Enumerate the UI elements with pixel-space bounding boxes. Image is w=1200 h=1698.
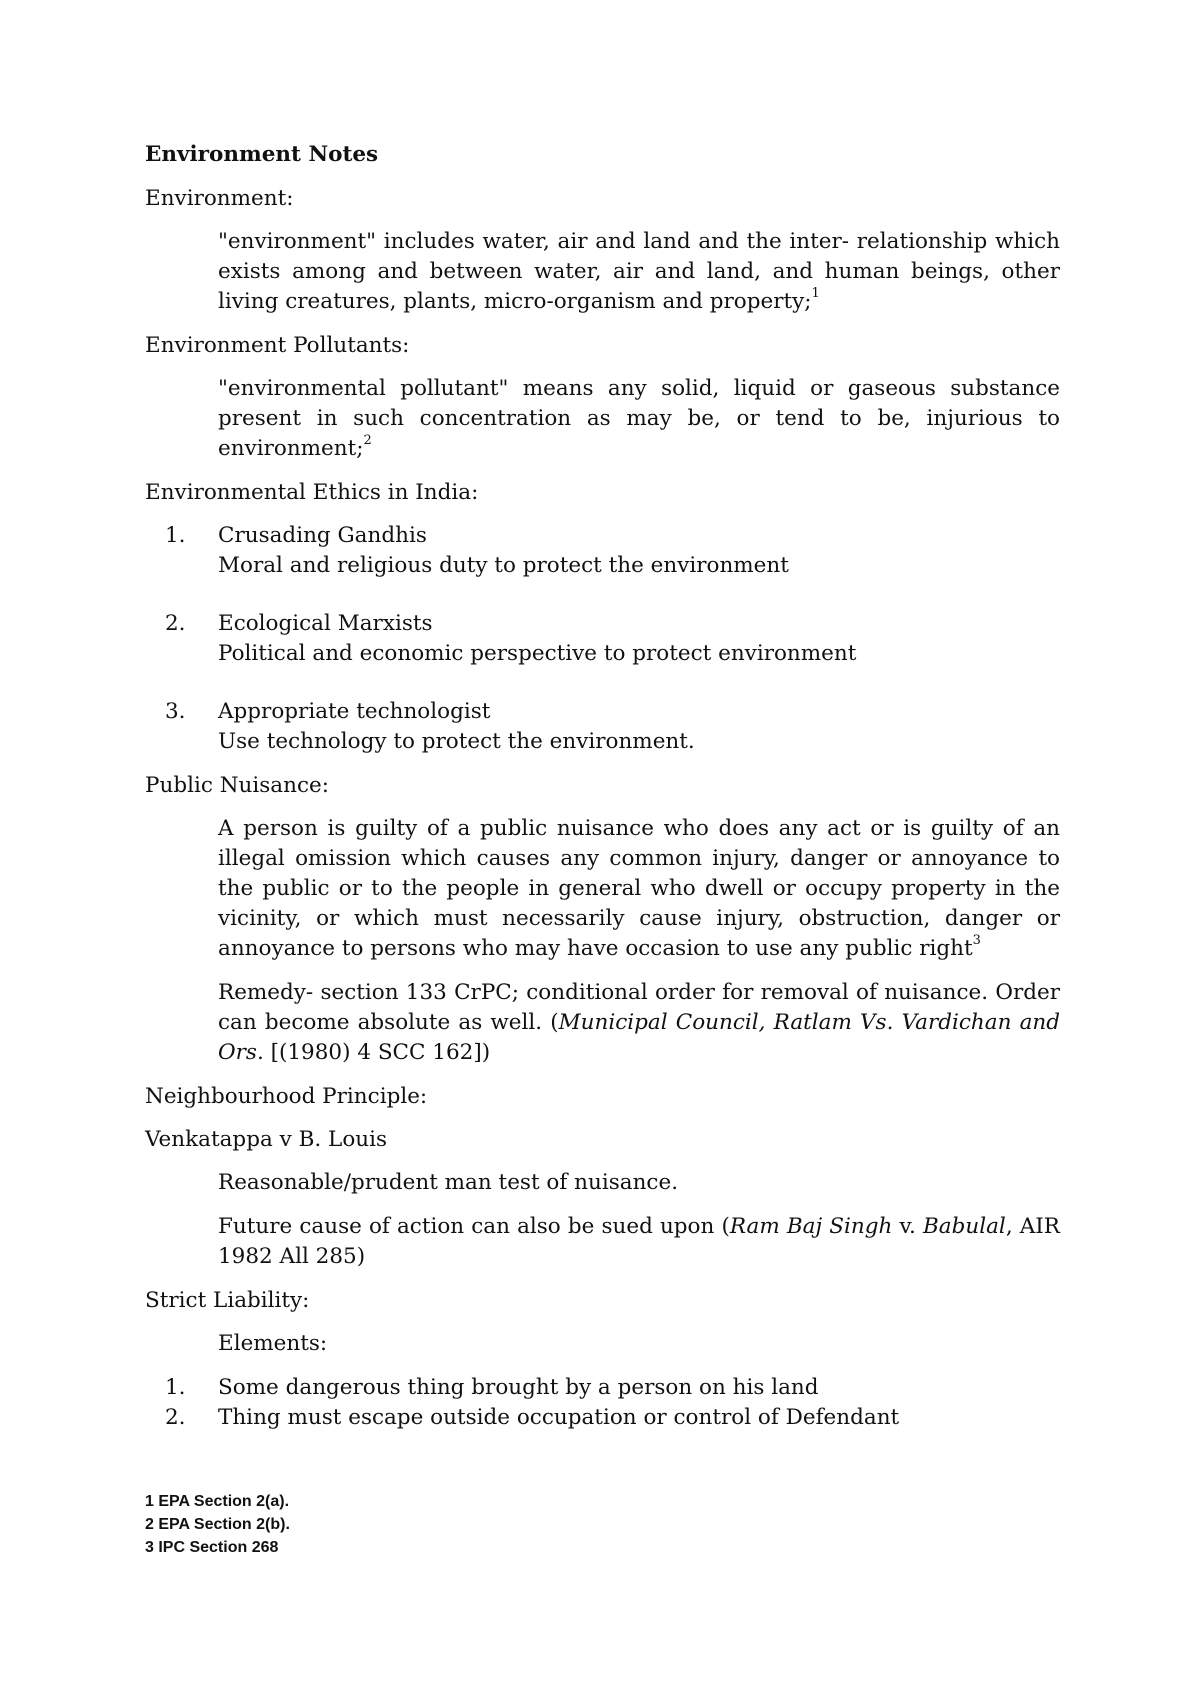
remedy-text: Remedy- section 133 CrPC; conditional order for removal of nuisance. Order can become absolute as well. ( xyxy=(218,980,1060,1035)
neighbourhood-point-2 xyxy=(218,1212,1060,1272)
case-name-b: Babulal xyxy=(923,1214,1006,1239)
section-heading-strict: Strict Liability: xyxy=(145,1288,310,1313)
section-heading-environment: Environment: xyxy=(145,186,294,211)
list-item xyxy=(165,1403,1060,1433)
list-item-text: Thing must escape outside occupation or control of Defendant xyxy=(218,1405,900,1430)
list-item-title: Appropriate technologist xyxy=(218,699,491,724)
footnote-3: 3 IPC Section 268 xyxy=(145,1539,279,1556)
list-number: 2. xyxy=(165,1405,186,1430)
section-heading-neighbourhood: Neighbourhood Principle: xyxy=(145,1084,428,1109)
list-number: 3. xyxy=(165,699,186,724)
nuisance-definition-text: A person is guilty of a public nuisance who does any act or is guilty of an illegal omission which causes any common injury, danger or annoyance to the public or to the people in general who dwell or occupy property in the vicinity, or which must necessarily cause injury, obstruction, danger or annoyance to persons who may have occasion to use any public right xyxy=(218,816,1060,961)
footnote-ref-2: 2 xyxy=(363,432,372,448)
remedy-case-name: Municipal Council, Ratlam Vs. Vardichan and Ors xyxy=(218,1010,1061,1065)
point-text: Future cause of action can also be sued upon ( xyxy=(218,1214,730,1239)
nuisance-definition xyxy=(218,814,1060,964)
list-item xyxy=(165,609,1060,669)
environment-definition xyxy=(218,227,1060,317)
list-item-desc: Use technology to protect the environment. xyxy=(218,729,695,754)
list-item xyxy=(165,697,1060,757)
nuisance-remedy xyxy=(218,978,1060,1068)
list-item-title: Ecological Marxists xyxy=(218,611,433,636)
list-number: 1. xyxy=(165,523,186,548)
list-item-title: Crusading Gandhis xyxy=(218,523,427,548)
pollutant-definition xyxy=(218,374,1060,464)
list-item-desc: Political and economic perspective to protect environment xyxy=(218,641,857,666)
versus-text: v. xyxy=(892,1214,923,1239)
list-number: 1. xyxy=(165,1375,186,1400)
list-number: 2. xyxy=(165,611,186,636)
section-heading-ethics: Environmental Ethics in India: xyxy=(145,480,479,505)
case-citation: , AIR 1982 All 285) xyxy=(218,1214,1060,1269)
remedy-citation: . [(1980) 4 SCC 162]) xyxy=(256,1040,491,1065)
list-item-text: Some dangerous thing brought by a person on his land xyxy=(218,1375,819,1400)
footnote-ref-1: 1 xyxy=(811,285,820,301)
section-heading-nuisance: Public Nuisance: xyxy=(145,773,329,798)
elements-label: Elements: xyxy=(218,1331,328,1356)
pollutant-definition-text: "environmental pollutant" means any solid, liquid or gaseous substance present in such concentration as may be, or tend to be, injurious to environment; xyxy=(218,376,1060,461)
section-heading-pollutants: Environment Pollutants: xyxy=(145,333,410,358)
list-item-desc: Moral and religious duty to protect the environment xyxy=(218,553,789,578)
footnote-ref-3: 3 xyxy=(972,932,981,948)
case-name: Venkatappa v B. Louis xyxy=(145,1127,388,1152)
footnotes xyxy=(145,1490,290,1559)
document-body xyxy=(145,140,1060,1433)
list-item xyxy=(165,1373,1060,1403)
list-item xyxy=(165,521,1060,581)
environment-definition-text: "environment" includes water, air and land and the inter- relationship which exists among and between water, air and land, and human beings, other living creatures, plants, micro-organism and property; xyxy=(218,229,1060,314)
case-name-a: Ram Baj Singh xyxy=(729,1214,893,1239)
footnote-2: 2 EPA Section 2(b). xyxy=(145,1516,290,1533)
document-title: Environment Notes xyxy=(145,142,379,167)
neighbourhood-point-1: Reasonable/prudent man test of nuisance. xyxy=(218,1170,679,1195)
footnote-1: 1 EPA Section 2(a). xyxy=(145,1493,290,1510)
